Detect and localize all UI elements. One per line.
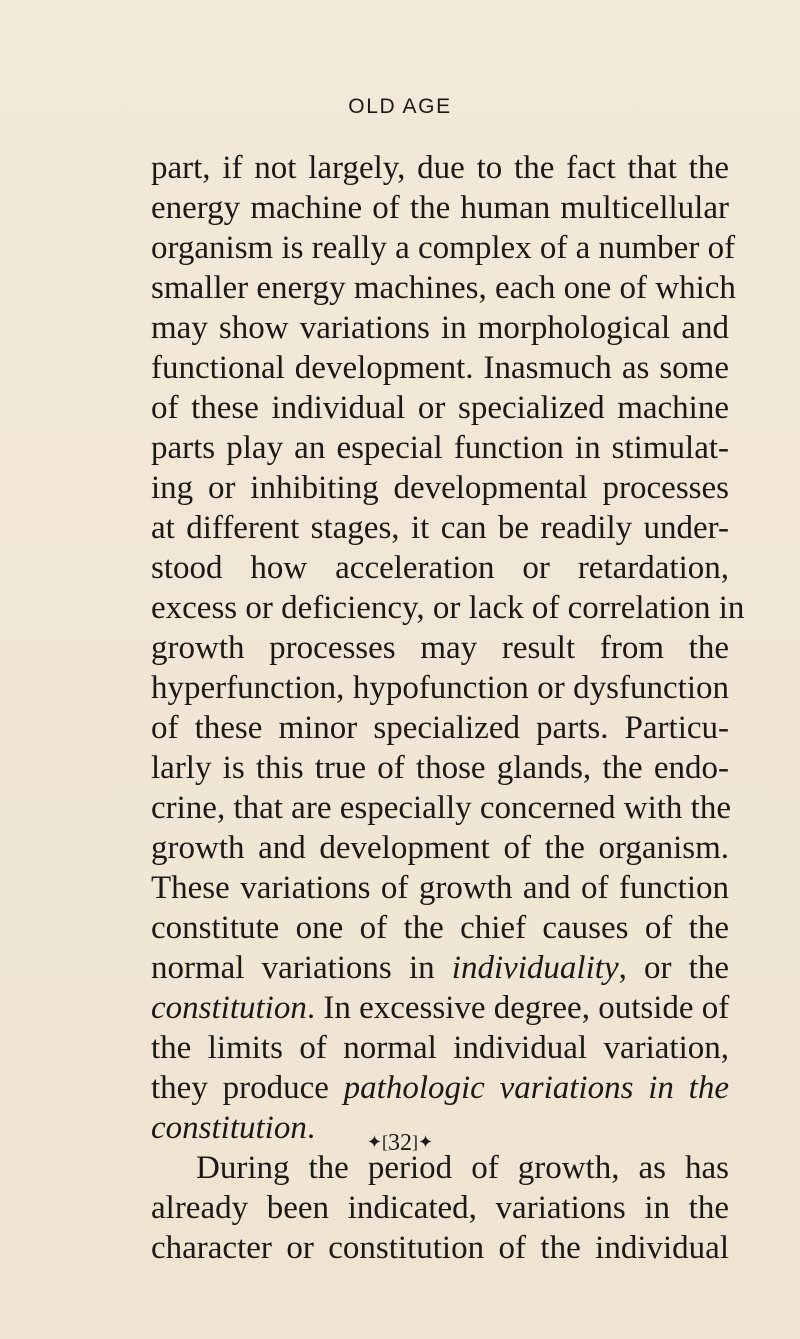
text-line: hyperfunction, hypofunction or dysfunction — [151, 670, 729, 706]
text-line: growth processes may result from the — [151, 630, 729, 666]
text-run: , or the — [618, 950, 729, 986]
text-line: functional development. Inasmuch as some — [151, 350, 729, 386]
text-run: normal variations in — [151, 950, 452, 986]
text-line — [151, 988, 729, 1028]
text-line — [151, 1068, 729, 1108]
italic-term: pathologic variations in the — [343, 1070, 729, 1106]
text-line: constitute one of the chief causes of the — [151, 910, 729, 946]
text-line: parts play an especial function in stimulat- — [151, 430, 729, 466]
text-line: smaller energy machines, each one of which — [151, 270, 736, 306]
running-head: OLD AGE — [348, 95, 452, 118]
ornament-right-icon: ]✦ — [412, 1132, 434, 1152]
italic-term: constitution — [151, 1110, 307, 1146]
text-line: the limits of normal individual variation, — [151, 1030, 729, 1066]
text-line: growth and development of the organism. — [151, 830, 729, 866]
text-line: excess or deficiency, or lack of correlation in — [151, 590, 745, 626]
text-run: . In excessive degree, outside of — [306, 990, 730, 1026]
text-line: During the period of growth, as has — [196, 1150, 729, 1186]
text-line: These variations of growth and of function — [151, 870, 729, 906]
text-line: crine, that are especially concerned with the — [151, 790, 731, 826]
text-line: part, if not largely, due to the fact that the — [151, 150, 729, 186]
text-run: they produce — [151, 1070, 344, 1106]
text-line: of these individual or specialized machine — [151, 390, 729, 426]
page-number-value: 32 — [388, 1130, 412, 1156]
text-line: larly is this true of those glands, the endo- — [151, 750, 729, 786]
text-line: stood how acceleration or retardation, — [151, 550, 729, 586]
text-line: already been indicated, variations in the — [151, 1190, 729, 1226]
italic-term: constitution — [151, 990, 307, 1026]
text-line: energy machine of the human multicellular — [151, 190, 729, 226]
text-line: organism is really a complex of a number of — [151, 230, 736, 266]
ornament-left-icon: ✦[ — [366, 1132, 388, 1152]
text-run: . — [306, 1110, 316, 1146]
page-number — [0, 1130, 800, 1157]
text-line: of these minor specialized parts. Particu- — [151, 710, 729, 746]
text-line: may show variations in morphological and — [151, 310, 729, 346]
text-line: at different stages, it can be readily under- — [151, 510, 729, 546]
text-line: character or constitution of the individual — [151, 1230, 729, 1266]
italic-term: individuality — [451, 950, 619, 986]
body-text — [151, 148, 745, 1268]
text-line: ing or inhibiting developmental processes — [151, 470, 729, 506]
text-line — [151, 948, 729, 988]
